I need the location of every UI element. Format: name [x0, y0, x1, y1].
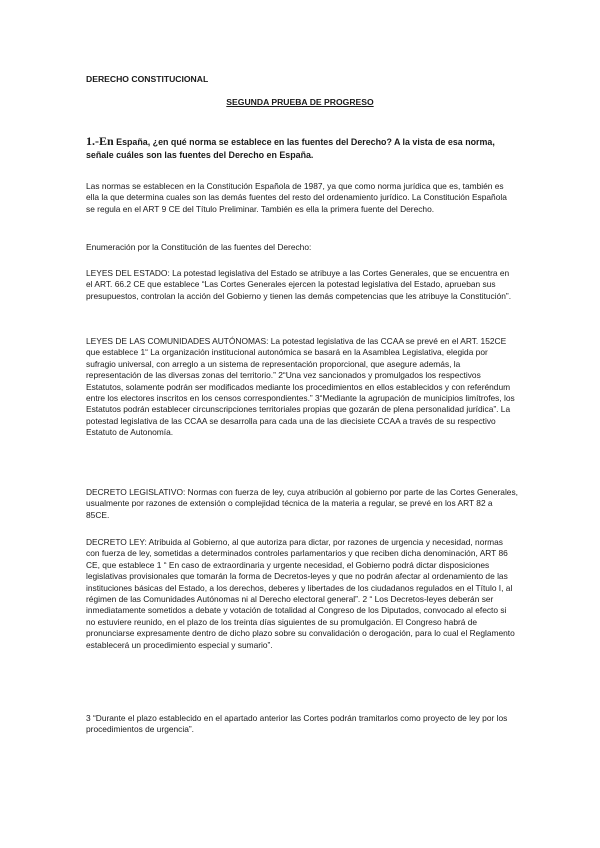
question-text: España, ¿en qué norma se establece en las fuentes del Derecho? A la vista de esa norma, señale cuáles son las fuentes del Derecho en España.	[86, 137, 495, 160]
paragraph-decreto-legislativo: DECRETO LEGISLATIVO: Normas con fuerza de ley, cuya atribución al gobierno por parte de las Cortes Generales, usualmente por razones de extensión o complejidad técnica de la materia a regular, se prevé en los ART 82 a 85CE.	[86, 487, 518, 520]
question-heading	[86, 135, 518, 162]
paragraph-decreto-ley: DECRETO LEY: Atribuida al Gobierno, al que autoriza para dictar, por razones de urgencia y necesidad, normas con fuerza de ley, sometidas a determinados controles parlamentarios y que reciben dicha denominación, ART 86 CE, que establece 1 “ En caso de extraordinaria y urgente necesidad, el Gobierno podrá dictar disposiciones legislativas provisionales que tomarán la forma de Decretos-leyes y que no podrán afectar al ordenamiento de las instituciones básicas del Estado, a los derechos, deberes y libertades de los ciudadanos regulados en el Título I, al régimen de las Comunidades Autónomas ni al Derecho electoral general”. 2 “ Los Decretos-leyes deberán ser inmediatamente sometidos a debate y votación de totalidad al Congreso de los Diputados, convocado al efecto si no estuviere reunido, en el plazo de los treinta días siguientes de su promulgación. El Congreso habrá de pronunciarse expresamente dentro de dicho plazo sobre su convalidación o derogación, para lo cual el Reglamento establecerá un procedimiento especial y sumario”.	[86, 537, 515, 650]
question-first-word: En	[99, 134, 114, 148]
document-subtitle: SEGUNDA PRUEBA DE PROGRESO	[226, 97, 374, 107]
paragraph-leyes-estado: LEYES DEL ESTADO: La potestad legislativa del Estado se atribuye a las Cortes Generales, que se encuentra en el ART. 66.2 CE que establece “Las Cortes Generales ejercen la potestad legislativa del Estado, aprueban sus presupuestos, controlan la acción del Gobierno y tienen las demás competencias que les atribuye la Constitución”.	[86, 268, 512, 301]
paragraph-intro: Las normas se establecen en la Constitución Española de 1987, ya que como norma jurídica que es, también es ella la que determina cuales son las demás fuentes del resto del ordenamiento jurídico. La Constitución Española se regula en el ART 9 CE del Título Preliminar. También es ella la primera fuente del Derecho.	[86, 181, 507, 214]
paragraph-plazo: 3 “Durante el plazo establecido en el apartado anterior las Cortes podrán tramitarlos como proyecto de ley por los procedimientos de urgencia”.	[86, 713, 508, 735]
question-number: 1.-	[86, 134, 99, 148]
paragraph-enumeration: Enumeración por la Constitución de las fuentes del Derecho:	[86, 242, 312, 252]
course-title: DERECHO CONSTITUCIONAL	[86, 74, 209, 84]
paragraph-leyes-ccaa: LEYES DE LAS COMUNIDADES AUTÓNOMAS: La potestad legislativa de las CCAA se prevé en el ART. 152CE que establece 1“ La organización institucional autonómica se basará en la Asamblea Legislativa, elegida por sufragio universal, con arreglo a un sistema de representación proporcional, que asegure además, la representación de las diversas zonas del territorio.” 2“Una vez sancionados y promulgados los respectivos Estatutos, solamente podrán ser modificados mediante los procedimientos en ellos establecidos y con referéndum entre los electores inscritos en los censos correspondientes.” 3“Mediante la agrupación de municipios limítrofes, los Estatutos podrán establecer circunscripciones territoriales propias que gozarán de plena personalidad jurídica”. La potestad legislativa de las CCAA se desarrolla para cada una de las diecisiete CCAA a través de su respectivo Estatuto de Autonomía.	[86, 336, 515, 438]
